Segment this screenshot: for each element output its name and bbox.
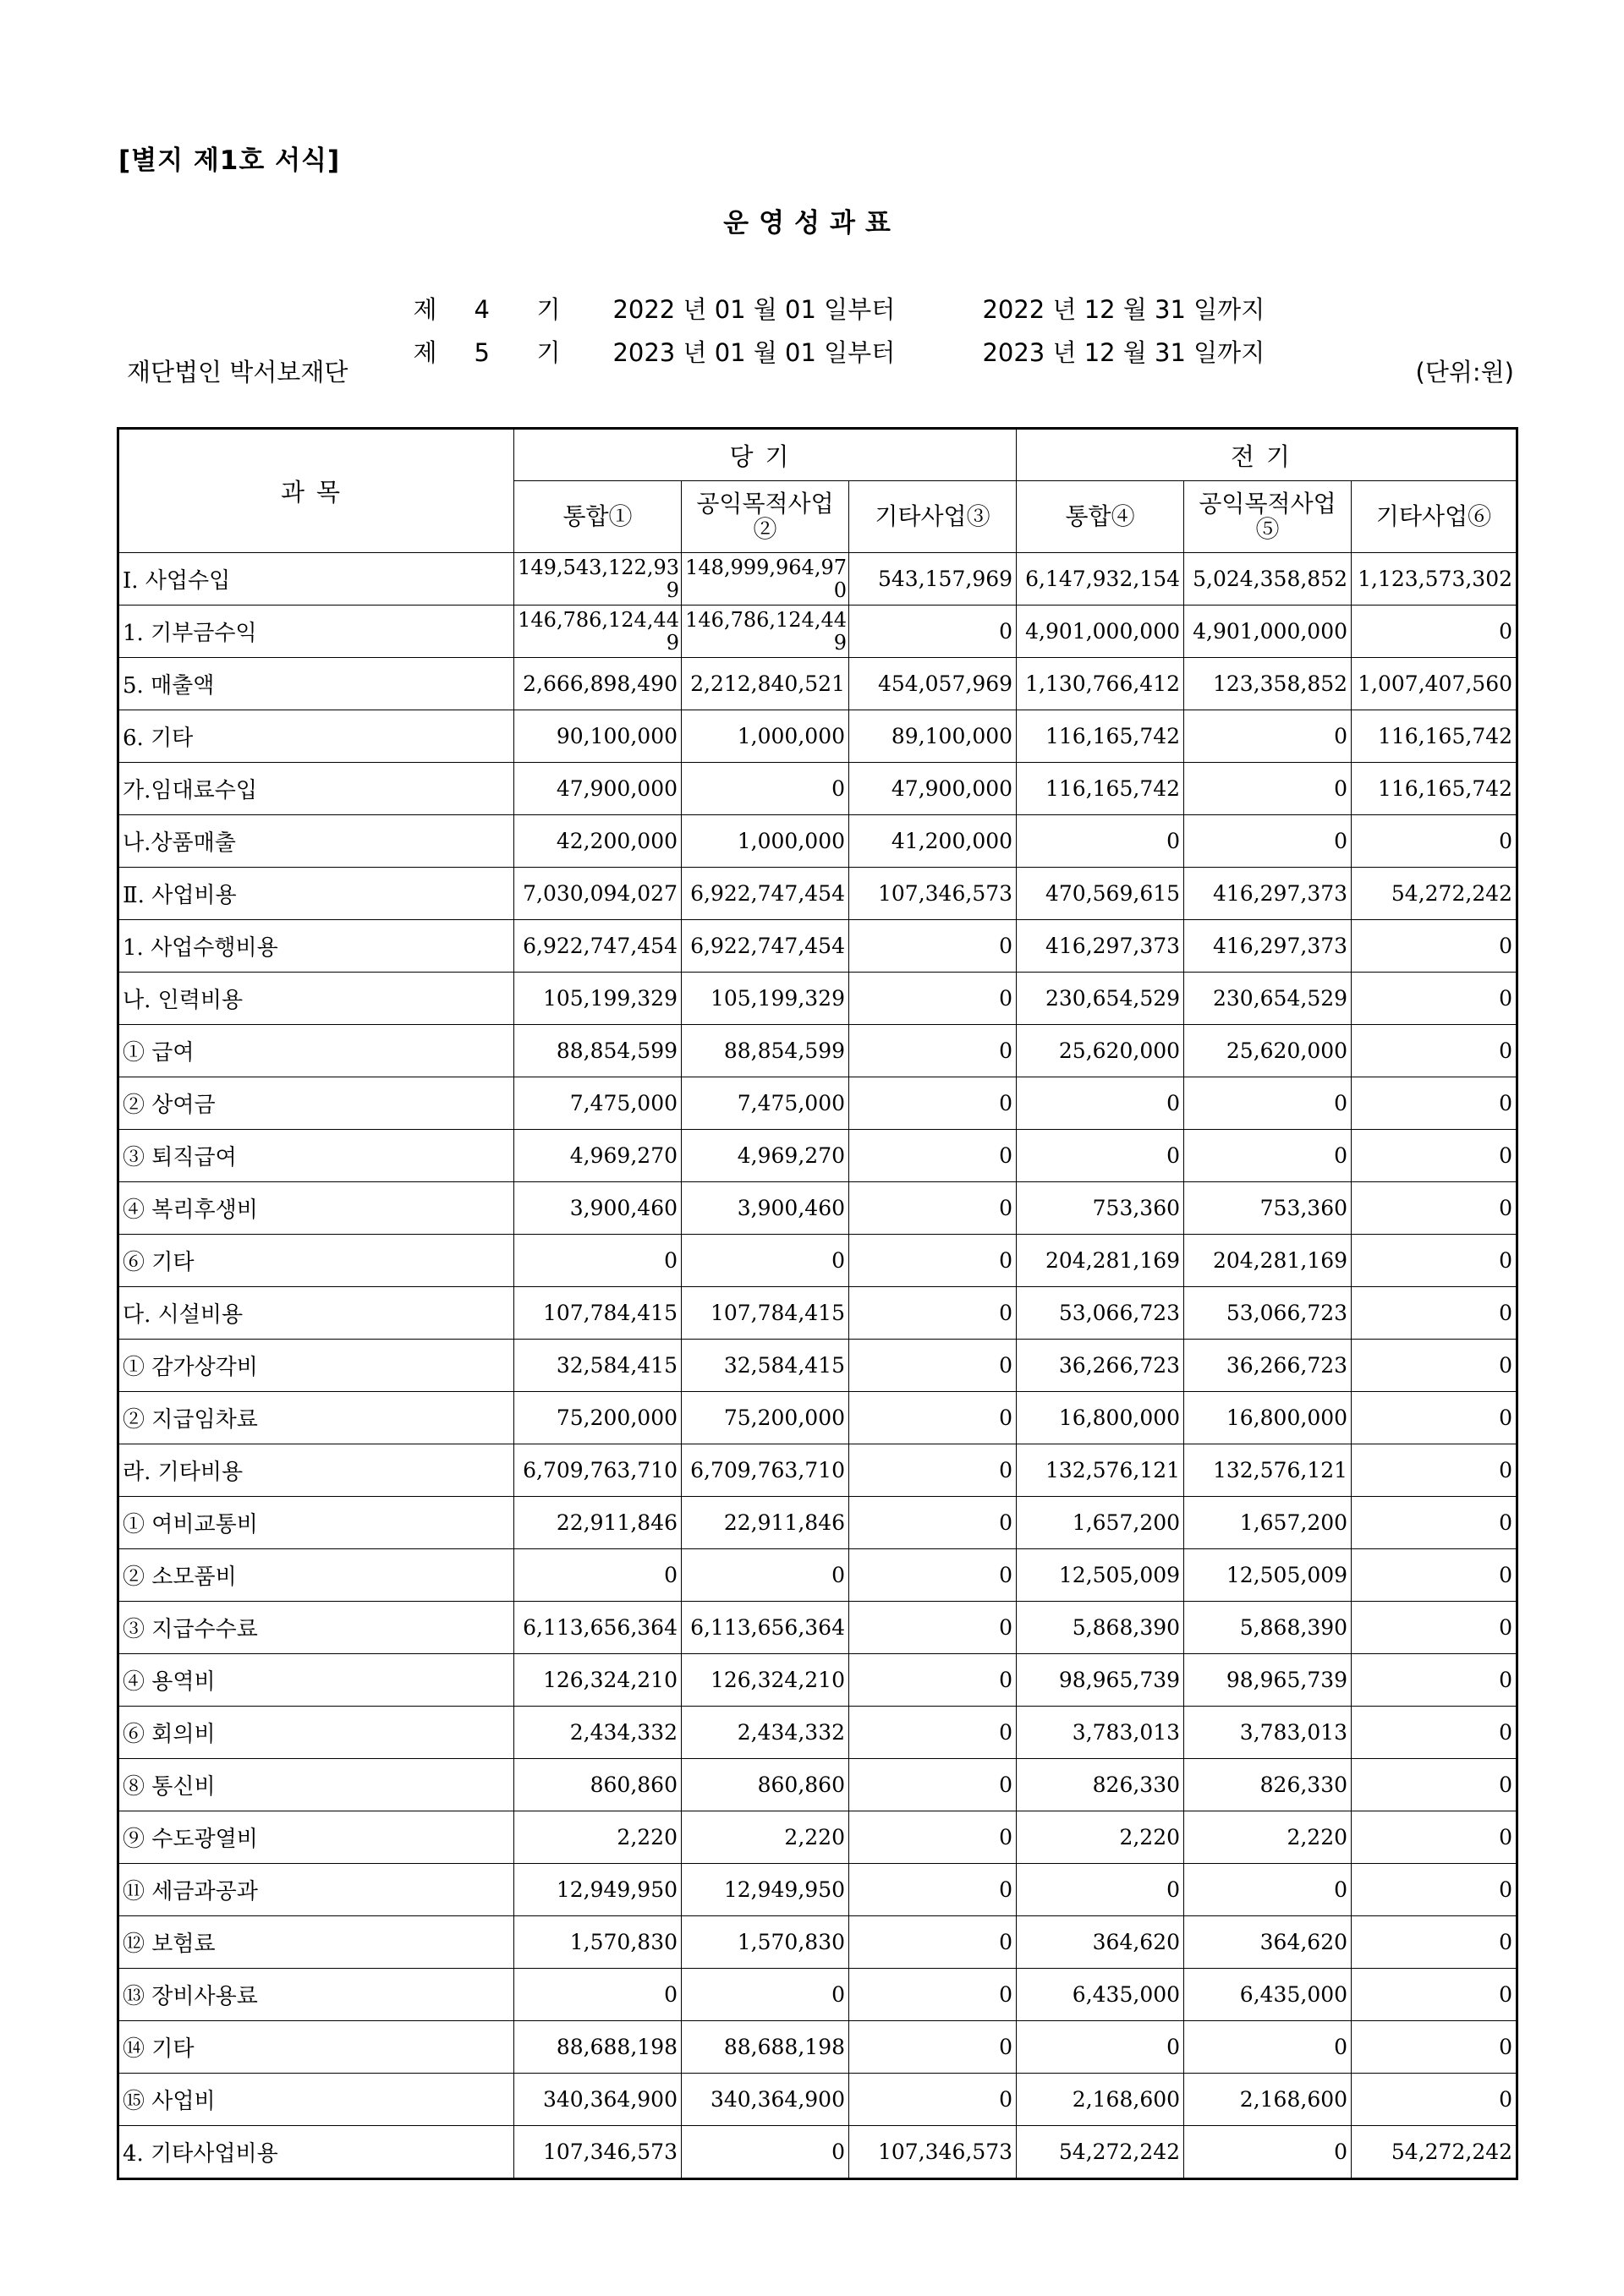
amount-cell: 0 bbox=[1017, 1864, 1184, 1916]
amount-cell: 0 bbox=[849, 1549, 1017, 1602]
period-prefix: 제 bbox=[413, 295, 437, 324]
account-label: ① 감가상각비 bbox=[118, 1340, 514, 1392]
document-title: 운영성과표 bbox=[723, 208, 901, 238]
account-label: ⑮ 사업비 bbox=[118, 2074, 514, 2126]
amount-cell: 116,165,742 bbox=[1352, 763, 1517, 815]
amount-cell: 0 bbox=[1352, 606, 1517, 658]
amount-cell: 88,854,599 bbox=[514, 1025, 682, 1077]
amount-cell: 4,901,000,000 bbox=[1184, 606, 1352, 658]
account-label: ⑥ 회의비 bbox=[118, 1707, 514, 1759]
amount-cell: 0 bbox=[682, 2126, 849, 2179]
account-label: 라. 기타비용 bbox=[118, 1444, 514, 1497]
amount-cell: 16,800,000 bbox=[1017, 1392, 1184, 1444]
form-label: [별지 제1호 서식] bbox=[118, 145, 341, 176]
amount-cell: 0 bbox=[849, 1392, 1017, 1444]
amount-cell: 105,199,329 bbox=[682, 973, 849, 1025]
amount-cell: 116,165,742 bbox=[1017, 710, 1184, 763]
amount-cell: 123,358,852 bbox=[1184, 658, 1352, 710]
amount-cell: 3,783,013 bbox=[1017, 1707, 1184, 1759]
amount-cell: 89,100,000 bbox=[849, 710, 1017, 763]
amount-cell: 1,657,200 bbox=[1184, 1497, 1352, 1549]
amount-cell: 107,346,573 bbox=[514, 2126, 682, 2179]
amount-cell: 0 bbox=[682, 763, 849, 815]
amount-cell: 149,543,122,939 bbox=[514, 553, 682, 606]
amount-cell: 0 bbox=[849, 1707, 1017, 1759]
account-label: ① 급여 bbox=[118, 1025, 514, 1077]
table-body bbox=[118, 553, 1517, 2179]
current-period-header: 당기 bbox=[514, 429, 1017, 481]
amount-cell: 6,922,747,454 bbox=[682, 920, 849, 973]
amount-cell: 0 bbox=[1352, 1497, 1517, 1549]
amount-cell: 416,297,373 bbox=[1017, 920, 1184, 973]
amount-cell: 543,157,969 bbox=[849, 553, 1017, 606]
amount-cell: 6,435,000 bbox=[1184, 1969, 1352, 2021]
amount-cell: 32,584,415 bbox=[514, 1340, 682, 1392]
amount-cell: 116,165,742 bbox=[1017, 763, 1184, 815]
amount-cell: 0 bbox=[1352, 1654, 1517, 1707]
amount-cell: 0 bbox=[849, 1235, 1017, 1287]
period-start: 2023 년 01 월 01 일부터 bbox=[612, 338, 896, 367]
amount-cell: 0 bbox=[1352, 1077, 1517, 1130]
amount-cell: 0 bbox=[682, 1235, 849, 1287]
amount-cell: 107,346,573 bbox=[849, 2126, 1017, 2179]
amount-cell: 0 bbox=[1352, 1549, 1517, 1602]
column-header-other-previous: 기타사업⑥ bbox=[1352, 481, 1517, 553]
unit-label: (단위:원) bbox=[1415, 358, 1514, 386]
account-label: ⑪ 세금과공과 bbox=[118, 1864, 514, 1916]
account-label: ② 소모품비 bbox=[118, 1549, 514, 1602]
table-row bbox=[118, 1969, 1517, 2021]
column-header-total-current: 통합① bbox=[514, 481, 682, 553]
period-end: 2022 년 12 월 31 일까지 bbox=[982, 295, 1265, 324]
table-row bbox=[118, 658, 1517, 710]
amount-cell: 54,272,242 bbox=[1352, 2126, 1517, 2179]
amount-cell: 6,922,747,454 bbox=[514, 920, 682, 973]
amount-cell: 204,281,169 bbox=[1017, 1235, 1184, 1287]
amount-cell: 0 bbox=[849, 1287, 1017, 1340]
amount-cell: 2,168,600 bbox=[1184, 2074, 1352, 2126]
account-label: ② 상여금 bbox=[118, 1077, 514, 1130]
account-label: ⑭ 기타 bbox=[118, 2021, 514, 2074]
amount-cell: 3,783,013 bbox=[1184, 1707, 1352, 1759]
amount-cell: 204,281,169 bbox=[1184, 1235, 1352, 1287]
amount-cell: 0 bbox=[849, 1340, 1017, 1392]
amount-cell: 0 bbox=[1017, 2021, 1184, 2074]
amount-cell: 0 bbox=[1017, 1130, 1184, 1182]
amount-cell: 2,434,332 bbox=[682, 1707, 849, 1759]
amount-cell: 0 bbox=[514, 1235, 682, 1287]
amount-cell: 0 bbox=[514, 1549, 682, 1602]
account-label: 다. 시설비용 bbox=[118, 1287, 514, 1340]
amount-cell: 4,969,270 bbox=[682, 1130, 849, 1182]
amount-cell: 0 bbox=[849, 1654, 1017, 1707]
amount-cell: 0 bbox=[849, 1916, 1017, 1969]
amount-cell: 0 bbox=[849, 973, 1017, 1025]
amount-cell: 6,709,763,710 bbox=[682, 1444, 849, 1497]
table-row bbox=[118, 2126, 1517, 2179]
amount-cell: 0 bbox=[1352, 1811, 1517, 1864]
amount-cell: 12,949,950 bbox=[682, 1864, 849, 1916]
account-label: Ⅰ. 사업수입 bbox=[118, 553, 514, 606]
account-label: ① 여비교통비 bbox=[118, 1497, 514, 1549]
amount-cell: 36,266,723 bbox=[1017, 1340, 1184, 1392]
table-row bbox=[118, 606, 1517, 658]
table-row bbox=[118, 1759, 1517, 1811]
amount-cell: 826,330 bbox=[1184, 1759, 1352, 1811]
table-row bbox=[118, 1235, 1517, 1287]
amount-cell: 7,475,000 bbox=[682, 1077, 849, 1130]
amount-cell: 22,911,846 bbox=[514, 1497, 682, 1549]
amount-cell: 0 bbox=[1017, 1077, 1184, 1130]
account-label: ⑨ 수도광열비 bbox=[118, 1811, 514, 1864]
amount-cell: 2,434,332 bbox=[514, 1707, 682, 1759]
amount-cell: 0 bbox=[1184, 2021, 1352, 2074]
account-label: Ⅱ. 사업비용 bbox=[118, 868, 514, 920]
period-end: 2023 년 12 월 31 일까지 bbox=[982, 338, 1265, 367]
amount-cell: 98,965,739 bbox=[1017, 1654, 1184, 1707]
amount-cell: 42,200,000 bbox=[514, 815, 682, 868]
table-row bbox=[118, 2021, 1517, 2074]
amount-cell: 2,168,600 bbox=[1017, 2074, 1184, 2126]
amount-cell: 2,220 bbox=[1184, 1811, 1352, 1864]
amount-cell: 146,786,124,449 bbox=[514, 606, 682, 658]
amount-cell: 0 bbox=[682, 1549, 849, 1602]
amount-cell: 7,475,000 bbox=[514, 1077, 682, 1130]
amount-cell: 7,030,094,027 bbox=[514, 868, 682, 920]
amount-cell: 12,505,009 bbox=[1017, 1549, 1184, 1602]
table-row bbox=[118, 2074, 1517, 2126]
amount-cell: 0 bbox=[1352, 1444, 1517, 1497]
amount-cell: 0 bbox=[1352, 1916, 1517, 1969]
table-row bbox=[118, 763, 1517, 815]
column-header-total-previous: 통합④ bbox=[1017, 481, 1184, 553]
amount-cell: 88,854,599 bbox=[682, 1025, 849, 1077]
amount-cell: 0 bbox=[849, 1759, 1017, 1811]
table-row bbox=[118, 868, 1517, 920]
amount-cell: 4,969,270 bbox=[514, 1130, 682, 1182]
amount-cell: 2,220 bbox=[1017, 1811, 1184, 1864]
amount-cell: 0 bbox=[1352, 920, 1517, 973]
amount-cell: 416,297,373 bbox=[1184, 868, 1352, 920]
amount-cell: 1,570,830 bbox=[682, 1916, 849, 1969]
account-label: 나.상품매출 bbox=[118, 815, 514, 868]
table-row bbox=[118, 815, 1517, 868]
amount-cell: 25,620,000 bbox=[1184, 1025, 1352, 1077]
amount-cell: 0 bbox=[1352, 1025, 1517, 1077]
amount-cell: 0 bbox=[1184, 710, 1352, 763]
amount-cell: 0 bbox=[849, 1025, 1017, 1077]
subject-header: 과목 bbox=[118, 429, 514, 553]
fiscal-period-current bbox=[398, 305, 1265, 369]
amount-cell: 6,922,747,454 bbox=[682, 868, 849, 920]
amount-cell: 132,576,121 bbox=[1184, 1444, 1352, 1497]
amount-cell: 12,949,950 bbox=[514, 1864, 682, 1916]
period-suffix: 기 bbox=[536, 338, 561, 367]
amount-cell: 0 bbox=[1352, 1235, 1517, 1287]
account-label: ② 지급임차료 bbox=[118, 1392, 514, 1444]
amount-cell: 126,324,210 bbox=[682, 1654, 849, 1707]
period-prefix: 제 bbox=[413, 338, 437, 367]
table-row bbox=[118, 1497, 1517, 1549]
amount-cell: 6,709,763,710 bbox=[514, 1444, 682, 1497]
amount-cell: 0 bbox=[1184, 1864, 1352, 1916]
amount-cell: 753,360 bbox=[1184, 1182, 1352, 1235]
account-label: 가.임대료수입 bbox=[118, 763, 514, 815]
account-label: 1. 기부금수익 bbox=[118, 606, 514, 658]
account-label: 나. 인력비용 bbox=[118, 973, 514, 1025]
table-row bbox=[118, 1182, 1517, 1235]
amount-cell: 54,272,242 bbox=[1352, 868, 1517, 920]
period-number: 5 bbox=[474, 338, 490, 367]
table-row bbox=[118, 1077, 1517, 1130]
previous-period-header: 전기 bbox=[1017, 429, 1517, 481]
amount-cell: 0 bbox=[849, 1864, 1017, 1916]
amount-cell: 5,024,358,852 bbox=[1184, 553, 1352, 606]
amount-cell: 860,860 bbox=[514, 1759, 682, 1811]
amount-cell: 0 bbox=[1352, 1287, 1517, 1340]
amount-cell: 1,000,000 bbox=[682, 710, 849, 763]
table-row bbox=[118, 1811, 1517, 1864]
amount-cell: 0 bbox=[849, 1811, 1017, 1864]
account-label: ⑬ 장비사용료 bbox=[118, 1969, 514, 2021]
amount-cell: 0 bbox=[1184, 1130, 1352, 1182]
amount-cell: 0 bbox=[849, 1602, 1017, 1654]
amount-cell: 0 bbox=[1352, 2021, 1517, 2074]
organization-name: 재단법인 박서보재단 bbox=[127, 358, 348, 386]
amount-cell: 0 bbox=[849, 1182, 1017, 1235]
amount-cell: 98,965,739 bbox=[1184, 1654, 1352, 1707]
amount-cell: 0 bbox=[1352, 1130, 1517, 1182]
amount-cell: 5,868,390 bbox=[1184, 1602, 1352, 1654]
amount-cell: 54,272,242 bbox=[1017, 2126, 1184, 2179]
amount-cell: 6,113,656,364 bbox=[682, 1602, 849, 1654]
amount-cell: 0 bbox=[1352, 2074, 1517, 2126]
table-row bbox=[118, 1340, 1517, 1392]
table-row bbox=[118, 1549, 1517, 1602]
amount-cell: 0 bbox=[1352, 1340, 1517, 1392]
period-suffix: 기 bbox=[536, 295, 561, 324]
amount-cell: 753,360 bbox=[1017, 1182, 1184, 1235]
table-row bbox=[118, 710, 1517, 763]
amount-cell: 88,688,198 bbox=[682, 2021, 849, 2074]
amount-cell: 364,620 bbox=[1017, 1916, 1184, 1969]
amount-cell: 75,200,000 bbox=[682, 1392, 849, 1444]
amount-cell: 107,784,415 bbox=[514, 1287, 682, 1340]
amount-cell: 107,346,573 bbox=[849, 868, 1017, 920]
amount-cell: 0 bbox=[1352, 1969, 1517, 2021]
amount-cell: 0 bbox=[1352, 1759, 1517, 1811]
amount-cell: 6,147,932,154 bbox=[1017, 553, 1184, 606]
amount-cell: 0 bbox=[1352, 1707, 1517, 1759]
amount-cell: 75,200,000 bbox=[514, 1392, 682, 1444]
amount-cell: 6,435,000 bbox=[1017, 1969, 1184, 2021]
amount-cell: 0 bbox=[849, 2021, 1017, 2074]
amount-cell: 2,220 bbox=[514, 1811, 682, 1864]
table-row bbox=[118, 553, 1517, 606]
amount-cell: 32,584,415 bbox=[682, 1340, 849, 1392]
amount-cell: 364,620 bbox=[1184, 1916, 1352, 1969]
amount-cell: 1,123,573,302 bbox=[1352, 553, 1517, 606]
table-row bbox=[118, 1444, 1517, 1497]
amount-cell: 826,330 bbox=[1017, 1759, 1184, 1811]
table-row bbox=[118, 1025, 1517, 1077]
operating-results-table bbox=[117, 427, 1518, 2180]
amount-cell: 3,900,460 bbox=[682, 1182, 849, 1235]
account-label: ④ 용역비 bbox=[118, 1654, 514, 1707]
amount-cell: 340,364,900 bbox=[682, 2074, 849, 2126]
amount-cell: 454,057,969 bbox=[849, 658, 1017, 710]
amount-cell: 53,066,723 bbox=[1017, 1287, 1184, 1340]
amount-cell: 3,900,460 bbox=[514, 1182, 682, 1235]
amount-cell: 5,868,390 bbox=[1017, 1602, 1184, 1654]
amount-cell: 0 bbox=[849, 2074, 1017, 2126]
amount-cell: 53,066,723 bbox=[1184, 1287, 1352, 1340]
amount-cell: 0 bbox=[1184, 815, 1352, 868]
amount-cell: 0 bbox=[849, 1444, 1017, 1497]
amount-cell: 132,576,121 bbox=[1017, 1444, 1184, 1497]
account-label: ④ 복리후생비 bbox=[118, 1182, 514, 1235]
amount-cell: 0 bbox=[1017, 815, 1184, 868]
amount-cell: 0 bbox=[1352, 1864, 1517, 1916]
account-label: 4. 기타사업비용 bbox=[118, 2126, 514, 2179]
amount-cell: 230,654,529 bbox=[1017, 973, 1184, 1025]
column-header-public-current: 공익목적사업② bbox=[682, 481, 849, 553]
amount-cell: 16,800,000 bbox=[1184, 1392, 1352, 1444]
amount-cell: 6,113,656,364 bbox=[514, 1602, 682, 1654]
amount-cell: 41,200,000 bbox=[849, 815, 1017, 868]
table-row bbox=[118, 1916, 1517, 1969]
amount-cell: 2,212,840,521 bbox=[682, 658, 849, 710]
amount-cell: 126,324,210 bbox=[514, 1654, 682, 1707]
amount-cell: 0 bbox=[849, 1497, 1017, 1549]
amount-cell: 0 bbox=[849, 920, 1017, 973]
amount-cell: 0 bbox=[1184, 2126, 1352, 2179]
table-row bbox=[118, 920, 1517, 973]
table-row bbox=[118, 1707, 1517, 1759]
amount-cell: 148,999,964,970 bbox=[682, 553, 849, 606]
column-header-other-current: 기타사업③ bbox=[849, 481, 1017, 553]
amount-cell: 0 bbox=[1352, 1602, 1517, 1654]
amount-cell: 146,786,124,449 bbox=[682, 606, 849, 658]
amount-cell: 1,000,000 bbox=[682, 815, 849, 868]
table-row bbox=[118, 1392, 1517, 1444]
account-label: ⑫ 보험료 bbox=[118, 1916, 514, 1969]
amount-cell: 0 bbox=[1184, 763, 1352, 815]
amount-cell: 0 bbox=[514, 1969, 682, 2021]
amount-cell: 0 bbox=[1352, 815, 1517, 868]
amount-cell: 0 bbox=[849, 606, 1017, 658]
amount-cell: 0 bbox=[849, 1077, 1017, 1130]
account-label: 1. 사업수행비용 bbox=[118, 920, 514, 973]
amount-cell: 22,911,846 bbox=[682, 1497, 849, 1549]
amount-cell: 416,297,373 bbox=[1184, 920, 1352, 973]
amount-cell: 0 bbox=[1184, 1077, 1352, 1130]
table-row bbox=[118, 1654, 1517, 1707]
column-header-public-previous: 공익목적사업⑤ bbox=[1184, 481, 1352, 553]
amount-cell: 1,570,830 bbox=[514, 1916, 682, 1969]
amount-cell: 4,901,000,000 bbox=[1017, 606, 1184, 658]
amount-cell: 470,569,615 bbox=[1017, 868, 1184, 920]
amount-cell: 2,220 bbox=[682, 1811, 849, 1864]
amount-cell: 1,130,766,412 bbox=[1017, 658, 1184, 710]
table-row bbox=[118, 1602, 1517, 1654]
table-row bbox=[118, 1864, 1517, 1916]
amount-cell: 25,620,000 bbox=[1017, 1025, 1184, 1077]
amount-cell: 88,688,198 bbox=[514, 2021, 682, 2074]
amount-cell: 1,657,200 bbox=[1017, 1497, 1184, 1549]
period-number: 4 bbox=[474, 295, 490, 324]
amount-cell: 0 bbox=[1352, 973, 1517, 1025]
table-row bbox=[118, 1130, 1517, 1182]
account-label: 6. 기타 bbox=[118, 710, 514, 763]
account-label: ⑧ 통신비 bbox=[118, 1759, 514, 1811]
amount-cell: 230,654,529 bbox=[1184, 973, 1352, 1025]
amount-cell: 0 bbox=[849, 1130, 1017, 1182]
amount-cell: 47,900,000 bbox=[514, 763, 682, 815]
account-label: ③ 퇴직급여 bbox=[118, 1130, 514, 1182]
amount-cell: 0 bbox=[849, 1969, 1017, 2021]
amount-cell: 0 bbox=[1352, 1182, 1517, 1235]
table-row bbox=[118, 1287, 1517, 1340]
amount-cell: 0 bbox=[682, 1969, 849, 2021]
account-label: ⑥ 기타 bbox=[118, 1235, 514, 1287]
amount-cell: 2,666,898,490 bbox=[514, 658, 682, 710]
amount-cell: 12,505,009 bbox=[1184, 1549, 1352, 1602]
account-label: 5. 매출액 bbox=[118, 658, 514, 710]
table-row bbox=[118, 973, 1517, 1025]
account-label: ③ 지급수수료 bbox=[118, 1602, 514, 1654]
amount-cell: 1,007,407,560 bbox=[1352, 658, 1517, 710]
amount-cell: 105,199,329 bbox=[514, 973, 682, 1025]
amount-cell: 47,900,000 bbox=[849, 763, 1017, 815]
amount-cell: 340,364,900 bbox=[514, 2074, 682, 2126]
amount-cell: 116,165,742 bbox=[1352, 710, 1517, 763]
amount-cell: 90,100,000 bbox=[514, 710, 682, 763]
amount-cell: 36,266,723 bbox=[1184, 1340, 1352, 1392]
amount-cell: 860,860 bbox=[682, 1759, 849, 1811]
amount-cell: 107,784,415 bbox=[682, 1287, 849, 1340]
amount-cell: 0 bbox=[1352, 1392, 1517, 1444]
period-start: 2022 년 01 월 01 일부터 bbox=[612, 295, 896, 324]
